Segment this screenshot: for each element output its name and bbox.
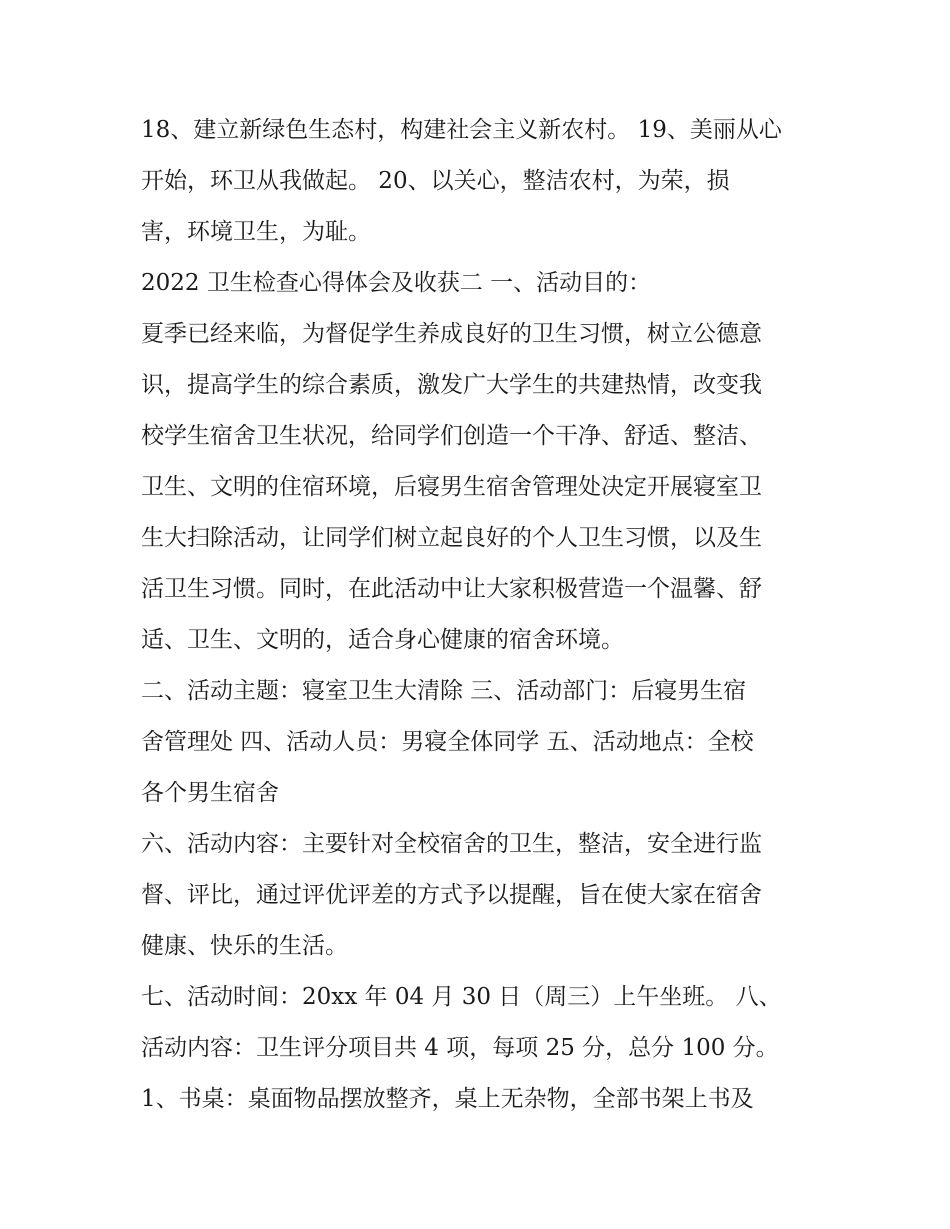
text-line: 卫生、文明的住宿环境，后寝男生宿舍管理处决定开展寝室卫 [141, 474, 762, 500]
text-line: 开始，环卫从我做起。 20、以关心，整洁农村，为荣，损 [141, 168, 730, 194]
text-line: 活动内容：卫生评分项目共 4 项，每项 25 分，总分 100 分。 [141, 1035, 779, 1061]
text-line: 夏季已经来临，为督促学生养成良好的卫生习惯，树立公德意 [141, 321, 762, 347]
section-heading [141, 258, 821, 309]
text-line: 生大扫除活动，让同学们树立起良好的个人卫生习惯，以及生 [141, 525, 762, 551]
text-line: 二、活动主题：寝室卫生大清除 三、活动部门：后寝男生宿 [141, 678, 747, 704]
text-line: 1、书桌：桌面物品摆放整齐，桌上无杂物，全部书架上书及 [141, 1086, 754, 1112]
document-body [141, 105, 821, 1125]
paragraph-slogans [141, 105, 821, 258]
paragraph-purpose [141, 309, 821, 666]
text-line: 七、活动时间：20xx 年 04 月 30 日（周三）上午坐班。 八、 [141, 984, 782, 1010]
paragraph-time [141, 972, 821, 1074]
paragraph-content [141, 819, 821, 972]
text-line: 识，提高学生的综合素质，激发广大学生的共建热情，改变我 [141, 372, 762, 398]
text-line: 各个男生宿舍 [141, 780, 279, 806]
text-line: 舍管理处 四、活动人员：男寝全体同学 五、活动地点：全校 [141, 729, 754, 755]
text-line: 校学生宿舍卫生状况，给同学们创造一个干净、舒适、整洁、 [141, 423, 762, 449]
text-line: 适、卫生、文明的，适合身心健康的宿舍环境。 [141, 627, 624, 653]
text-line: 督、评比，通过评优评差的方式予以提醒，旨在使大家在宿舍 [141, 882, 762, 908]
paragraph-desk [141, 1074, 821, 1125]
text-line: 六、活动内容：主要针对全校宿舍的卫生，整洁，安全进行监 [141, 831, 762, 857]
text-line: 健康、快乐的生活。 [141, 933, 348, 959]
text-line: 18、建立新绿色生态村，构建社会主义新农村。 19、美丽从心 [141, 117, 782, 143]
paragraph-theme [141, 666, 821, 819]
heading-line: 2022 卫生检查心得体会及收获二 一、活动目的： [141, 270, 652, 296]
text-line: 活卫生习惯。同时，在此活动中让大家积极营造一个温馨、舒 [141, 576, 762, 602]
text-line: 害，环境卫生，为耻。 [141, 219, 371, 245]
